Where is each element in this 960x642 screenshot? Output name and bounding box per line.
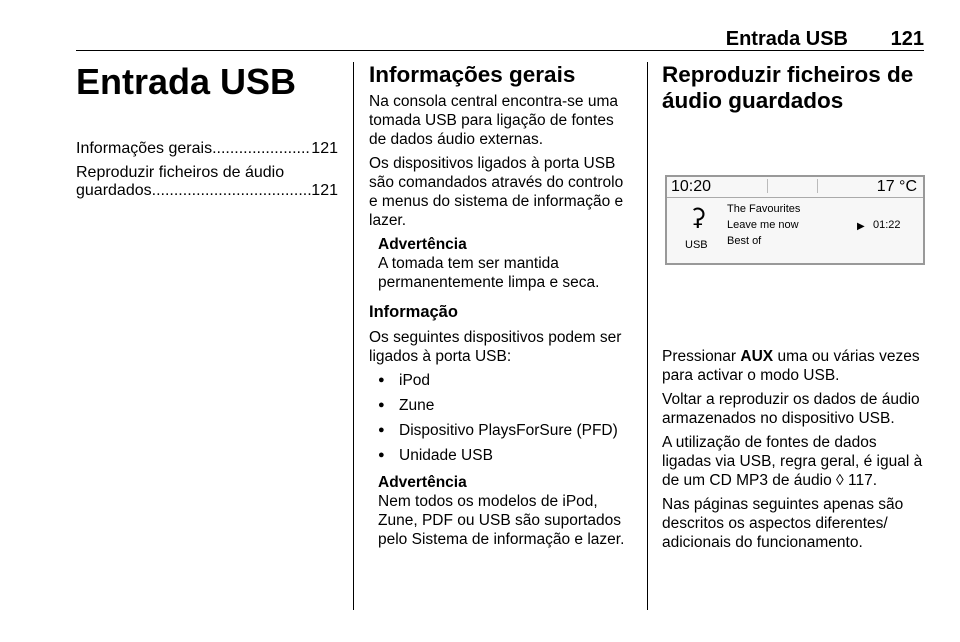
toc-entry-page: 121 <box>311 140 338 157</box>
paragraph: Os seguintes dispositivos podem ser ligados à porta USB: <box>369 329 622 365</box>
header-rule <box>76 50 924 51</box>
note-body: A tomada tem ser mantida permanentemente limpa e seca. <box>378 255 600 291</box>
toc-entry-page: 121 <box>311 182 338 199</box>
note-box <box>378 235 632 292</box>
list-item: ● iPod <box>369 371 632 390</box>
paragraph: Na consola central encontra-se uma tomada USB para ligação de fontes de dados áudio externas. <box>369 93 618 148</box>
note-body: Nem todos os modelos de iPod, Zune, PDF ou USB são suportados pelo Sistema de informação e lazer. <box>378 493 625 548</box>
paragraph-text: Pressionar <box>662 348 741 365</box>
note-title: Advertência <box>378 236 467 253</box>
paragraph-text: uma ou várias vezes para activar o modo USB. <box>662 348 920 384</box>
display-divider <box>767 179 768 193</box>
usb-icon: ⚳ <box>689 204 707 231</box>
chapter-title: Entrada USB <box>76 61 297 102</box>
column-general-info <box>369 62 632 557</box>
paragraph: Os dispositivos ligados à porta USB são comandados através do controlo e menus do sistema de informação e lazer. <box>369 155 624 229</box>
header-page-number: 121 <box>890 28 924 50</box>
paragraph: Voltar a reproduzir os dados de áudio armazenados no dispositivo USB. <box>662 391 920 427</box>
device-list <box>369 371 632 465</box>
toc-entry[interactable] <box>76 140 338 158</box>
header-section-title: Entrada USB <box>725 28 848 50</box>
display-track: Leave me now <box>727 219 799 231</box>
toc-entry-text: guardados <box>76 182 152 199</box>
aux-key-label: AUX <box>740 348 774 365</box>
display-temperature: 17 °C <box>876 178 917 195</box>
section-heading: Informações gerais <box>369 62 576 87</box>
display-source-label: USB <box>685 239 708 251</box>
toc-entry[interactable] <box>76 164 338 200</box>
display-clock: 10:20 <box>671 178 712 195</box>
display-illustration <box>662 125 924 333</box>
display-track: Best of <box>727 235 762 247</box>
usb-display-screen <box>665 175 925 265</box>
toc-entry-text: Informações gerais <box>76 140 213 157</box>
display-play-time: 01:22 <box>873 219 901 231</box>
display-status-bar <box>667 177 923 198</box>
list-item: ● Unidade USB <box>369 446 632 465</box>
column-divider-2 <box>647 62 648 610</box>
note-box <box>378 473 632 549</box>
toc-leader <box>152 182 312 200</box>
column-playback <box>662 62 924 557</box>
subsection-heading: Informação <box>369 303 458 321</box>
column-divider-1 <box>353 62 354 610</box>
toc-entry-text: Reproduzir ficheiros de áudio <box>76 164 285 181</box>
note-title: Advertência <box>378 474 467 491</box>
paragraph: A utilização de fontes de dados ligadas via USB, regra geral, é igual à de um CD MP3 de áudio ◊ 117. <box>662 434 923 489</box>
list-item: ● Dispositivo PlaysForSure (PFD) <box>369 421 632 440</box>
column-toc <box>76 62 338 200</box>
paragraph <box>662 347 924 385</box>
section-heading: Reproduzir ficheiros de áudio guardados <box>662 62 914 113</box>
display-track: The Favourites <box>727 203 801 215</box>
list-item: ● Zune <box>369 396 632 415</box>
paragraph: Nas páginas seguintes apenas são descritos os aspectos diferentes/ adicionais do funcionamento. <box>662 496 904 551</box>
play-icon: ▶ <box>857 221 865 232</box>
page-header <box>76 28 924 52</box>
toc-leader <box>212 140 311 158</box>
display-divider <box>817 179 818 193</box>
